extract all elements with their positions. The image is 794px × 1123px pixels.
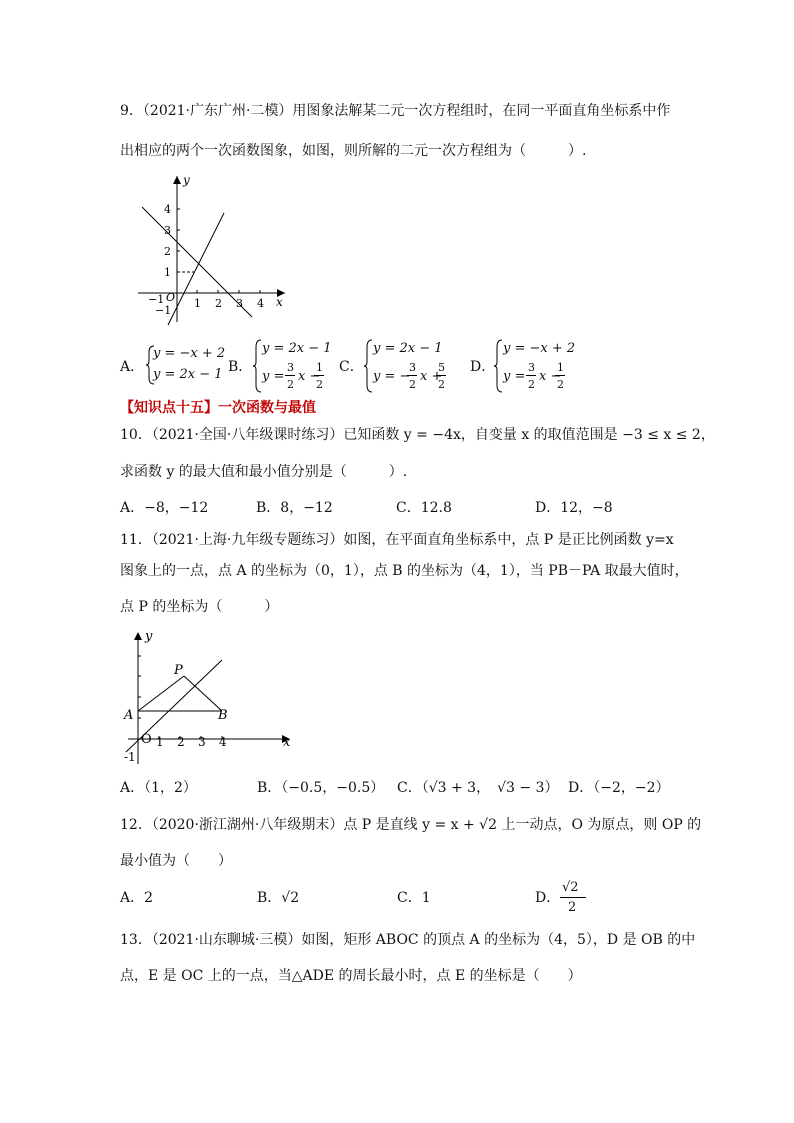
q11-segment-pb [184, 676, 222, 711]
q9-y-tick-4: 4 [164, 203, 171, 216]
q10-option-c: C．12.8 [396, 500, 452, 516]
q11-text-line3: 点 P 的坐标为（ ） [120, 599, 279, 615]
q10-text-line2: 求函数 y 的最大值和最小值分别是（ ）. [120, 464, 408, 480]
q9-x-label: x [276, 295, 283, 309]
q11-origin-label: O [141, 732, 152, 747]
q9-y-tick-2: 2 [164, 245, 171, 258]
q9-y-tick-1: 1 [164, 266, 171, 279]
q11-text-line1: 11．（2021·上海·九年级专题练习）如图，在平面直角坐标系中，点 P 是正比例函数 y=x [120, 532, 674, 548]
q11-graph [118, 628, 298, 768]
q9-text-line2: 出相应的两个一次函数图象，如图，则所解的二元一次方程组为（ ）. [120, 143, 587, 159]
q11-y-arrow [134, 632, 142, 640]
q11-x-tick-4: 4 [219, 735, 227, 749]
q9-neg-one-x: −1 [148, 293, 165, 306]
q12-option-d-fraction: √2 2 [560, 878, 590, 918]
q11-x-tick-1: 1 [156, 735, 164, 749]
section-heading-15: 【知识点十五】一次函数与最值 [120, 400, 316, 416]
q9-option-a-eq2: y = 2x − 1 [153, 367, 223, 382]
q12-option-d-label: D． [535, 890, 561, 906]
q9-origin: O [166, 291, 176, 304]
q11-option-d: D．（−2，−2） [568, 780, 670, 796]
q10-option-a: A．−8，−12 [120, 500, 209, 516]
q12-text-line2: 最小值为（ ） [120, 853, 232, 869]
q11-option-b: B．（−0.5，−0.5） [257, 780, 385, 796]
q9-option-b-eq1: y = 2x − 1 [262, 341, 332, 356]
q9-option-d-label: D． [470, 359, 496, 375]
q9-y-tick-3: 3 [164, 224, 171, 237]
q9-y-arrow [173, 176, 181, 184]
q10-option-b: B．8，−12 [256, 500, 333, 516]
q9-text-line1: 9．（2021·广东广州·二模）用图象法解某二元一次方程组时，在同一平面直角坐标系中作 [120, 103, 671, 119]
q12-text-line1: 12．（2020·浙江湖州·八年级期末）点 P 是直线 y = x + √2 上一动点，O 为原点，则 OP 的 [120, 817, 702, 833]
q9-x-tick-2: 2 [215, 297, 222, 310]
q11-neg-one-label: -1 [124, 750, 136, 764]
q9-option-d-eq1: y = −x + 2 [503, 341, 576, 356]
q11-option-a: A．（1，2） [120, 780, 197, 796]
q9-option-c-label: C． [339, 359, 364, 375]
q11-x-label: x [283, 735, 291, 750]
q12-option-a: A．2 [120, 890, 154, 906]
q13-text-line1: 13．（2021·山东聊城·三模）如图，矩形 ABOC 的顶点 A 的坐标为（4，5），D 是 OB 的中 [120, 932, 696, 948]
q11-point-p-label: P [174, 663, 183, 678]
q11-x-tick-2: 2 [177, 735, 185, 749]
q10-text-line1: 10．（2021·全国·八年级课时练习）已知函数 y = −4x，自变量 x 的取值范围是 −3 ≤ x ≤ 2， [120, 427, 715, 443]
q11-point-b-label: B [218, 708, 228, 723]
q12-option-c: C．1 [397, 890, 431, 906]
q9-x-tick-3: 3 [236, 297, 243, 310]
q9-option-c-eq1: y = 2x − 1 [373, 341, 443, 356]
q9-x-tick-1: 1 [194, 297, 201, 310]
q11-x-tick-3: 3 [198, 735, 206, 749]
q9-neg-one-y: −1 [155, 304, 172, 317]
q13-text-line2: 点，E 是 OC 上的一点，当△ADE 的周长最小时，点 E 的坐标是（ ） [120, 968, 582, 984]
q11-text-line2: 图象上的一点，点 A 的坐标为（0，1），点 B 的坐标为（4，1），当 PB－PA 取最大值时， [120, 563, 689, 579]
q12-option-b: B．√2 [257, 890, 300, 906]
q10-option-d: D．12，−8 [535, 500, 613, 516]
q9-option-b-label: B． [228, 359, 253, 375]
q11-y-label: y [145, 629, 153, 644]
q9-option-a-label: A． [120, 359, 145, 375]
q11-point-a-label: A [124, 708, 134, 723]
q9-option-a-eq1: y = −x + 2 [153, 346, 226, 361]
q9-graph [130, 172, 300, 332]
q11-segment-pa [138, 676, 184, 711]
q9-x-tick-4: 4 [257, 297, 264, 310]
q11-option-c: C．（√3 + 3， √3 − 3） [397, 780, 559, 796]
q9-y-label: y [183, 173, 190, 187]
